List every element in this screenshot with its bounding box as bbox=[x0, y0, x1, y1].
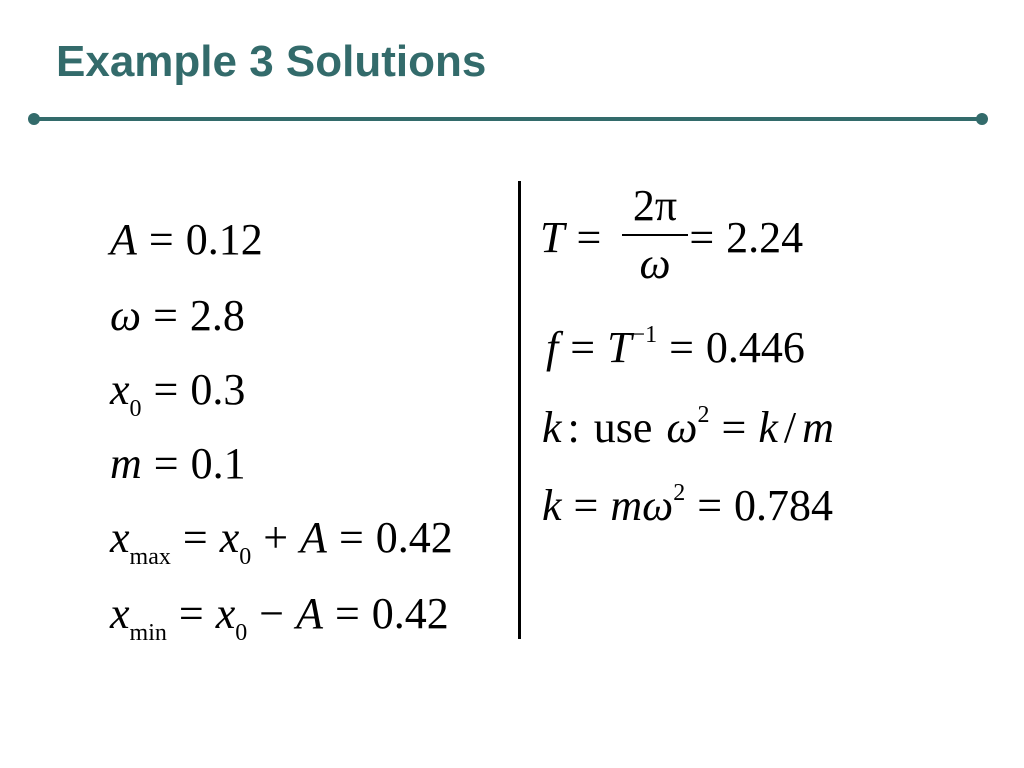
equals: = bbox=[669, 323, 694, 372]
symbol-m: m bbox=[610, 481, 643, 530]
equals: = bbox=[153, 291, 178, 340]
symbol-omega: ω bbox=[110, 291, 142, 340]
symbol-x: x bbox=[110, 365, 130, 414]
superscript: −1 bbox=[631, 322, 658, 348]
value: 2.24 bbox=[726, 213, 804, 262]
symbol-f: f bbox=[546, 323, 559, 372]
symbol-A: A bbox=[300, 513, 327, 562]
subscript: 0 bbox=[129, 396, 142, 422]
use-word: use bbox=[593, 403, 653, 452]
value: 0.42 bbox=[371, 589, 449, 638]
equals: = bbox=[334, 589, 360, 638]
equals: = bbox=[697, 481, 723, 530]
value: 0.3 bbox=[190, 365, 246, 414]
equation-xmin bbox=[110, 589, 449, 646]
equals: = bbox=[148, 215, 174, 264]
symbol-x: x bbox=[110, 589, 130, 638]
symbol-m: m bbox=[110, 439, 142, 488]
equation-k-hint bbox=[542, 402, 834, 452]
value: 0.42 bbox=[375, 513, 453, 562]
equals: = bbox=[576, 213, 602, 262]
symbol-m: m bbox=[802, 403, 834, 452]
symbol-A: A bbox=[296, 589, 323, 638]
subscript: 0 bbox=[239, 544, 252, 570]
subscript: min bbox=[129, 620, 167, 646]
value: 2.8 bbox=[189, 291, 245, 340]
slide-title: Example 3 Solutions bbox=[56, 37, 487, 86]
fraction-two-pi-over-omega bbox=[622, 181, 688, 288]
symbol-omega: ω bbox=[666, 403, 698, 452]
symbol-A: A bbox=[110, 215, 137, 264]
equals: = bbox=[573, 481, 599, 530]
subscript: max bbox=[129, 544, 171, 570]
equation-mass bbox=[110, 439, 246, 488]
equation-spring-constant bbox=[542, 480, 834, 530]
symbol-k: k bbox=[542, 403, 562, 452]
title-divider bbox=[34, 117, 982, 121]
equals: = bbox=[689, 213, 715, 262]
fraction-bar bbox=[622, 234, 688, 236]
equals: = bbox=[721, 403, 747, 452]
equation-frequency bbox=[546, 322, 805, 372]
subscript: 0 bbox=[235, 620, 248, 646]
symbol-x: x bbox=[219, 513, 240, 562]
equals: = bbox=[178, 589, 204, 638]
divider-left-dot bbox=[28, 113, 40, 125]
superscript: 2 bbox=[697, 402, 710, 428]
superscript: 2 bbox=[673, 480, 686, 506]
symbol-k: k bbox=[758, 403, 778, 452]
numerator: 2π bbox=[632, 181, 678, 230]
symbol-x: x bbox=[215, 589, 236, 638]
value: 0.446 bbox=[705, 323, 805, 372]
symbol-x: x bbox=[110, 513, 130, 562]
divider-right-dot bbox=[976, 113, 988, 125]
equation-omega bbox=[110, 291, 245, 340]
value: 0.1 bbox=[190, 439, 246, 488]
symbol-T: T bbox=[540, 213, 565, 262]
equals: = bbox=[570, 323, 596, 372]
symbol-k: k bbox=[542, 481, 562, 530]
equation-amplitude bbox=[110, 215, 263, 264]
slash: / bbox=[783, 403, 797, 452]
equation-x0 bbox=[110, 365, 246, 422]
equation-xmax bbox=[110, 513, 453, 570]
value: 0.784 bbox=[734, 481, 834, 530]
equals: = bbox=[182, 513, 208, 562]
equals: = bbox=[153, 439, 179, 488]
column-divider bbox=[518, 181, 521, 639]
denominator: ω bbox=[639, 239, 671, 288]
colon: : bbox=[567, 403, 580, 452]
plus: + bbox=[263, 513, 289, 562]
value: 0.12 bbox=[185, 215, 263, 264]
symbol-T: T bbox=[607, 323, 632, 372]
equals: = bbox=[338, 513, 364, 562]
symbol-omega: ω bbox=[642, 481, 674, 530]
equals: = bbox=[153, 365, 179, 414]
minus: − bbox=[259, 589, 285, 638]
